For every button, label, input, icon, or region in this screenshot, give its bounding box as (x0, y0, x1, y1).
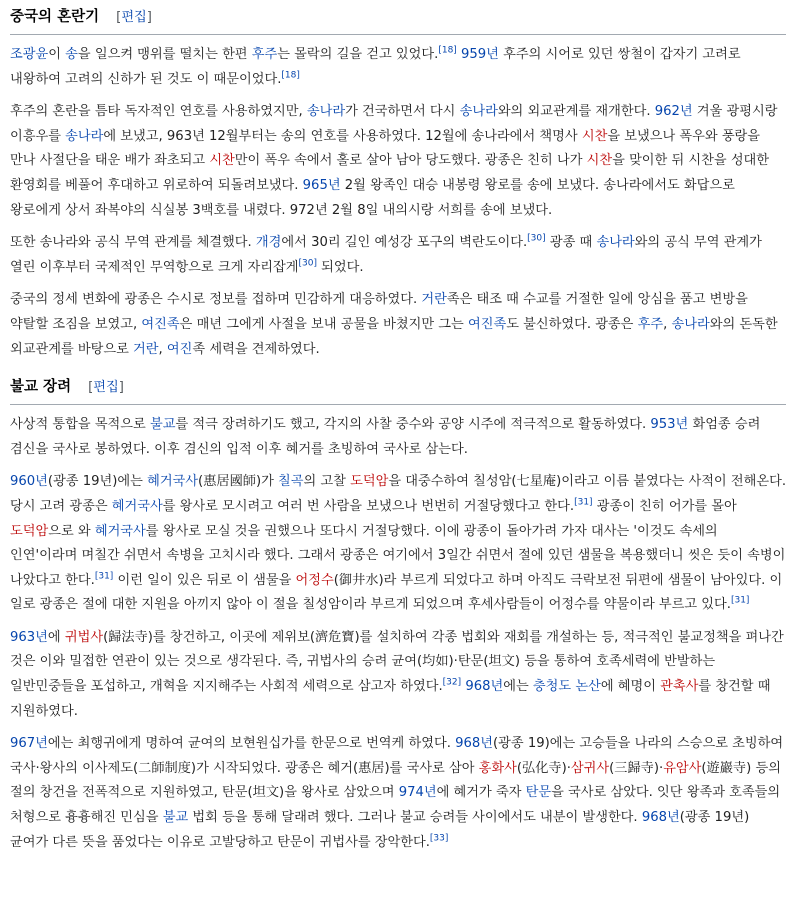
wiki-link[interactable]: 거란 (421, 292, 447, 308)
citation-ref[interactable]: [31] (574, 497, 593, 508)
paragraph (10, 288, 786, 362)
text-run: 도 불신하였다. 광종은 (506, 316, 638, 332)
text-run: 을 보냈으나 폭우와 풍랑을 만나 사절단을 태운 배가 좌초되고 (10, 128, 761, 169)
wiki-link[interactable]: 968년 (641, 810, 680, 826)
citation-ref[interactable]: [31] (94, 571, 114, 582)
citation-ref[interactable]: [30] (527, 233, 546, 244)
wiki-link[interactable]: 시찬 (586, 153, 613, 169)
wiki-link[interactable]: 959년 (461, 47, 499, 62)
citation-ref[interactable]: [18] (438, 45, 457, 56)
text-run: 를 왕사로 모시려고 여러 번 사람을 보냈으나 번번히 거절당했다고 한다. (162, 498, 575, 514)
edit-section-link[interactable]: 편집 (93, 380, 119, 396)
wiki-link[interactable]: 송나라 (671, 316, 710, 332)
text-run: 에 혜명이 (600, 679, 661, 695)
wiki-link[interactable]: 967년 (10, 736, 48, 752)
text-run: 는 몰락의 길을 걷고 있었다. (277, 47, 439, 62)
wiki-link[interactable]: 송나라 (306, 104, 346, 120)
text-run: 만이 폭우 속에서 홀로 살아 남아 당도했다. 광종은 친히 나가 (234, 153, 587, 169)
wiki-link[interactable]: 관촉사 (660, 679, 699, 695)
wiki-link[interactable]: 탄문 (525, 785, 552, 801)
text-run: 후주의 시어로 있던 쌍철이 갑자기 고려로 내왕하여 고려의 신하가 된 것도 이 때문이었다. (10, 47, 741, 87)
text-run: 2월 왕족인 대승 내봉령 왕로를 송에 보냈다. 송나라에서도 화답으로 왕로에게 상서 좌복야의 식실봉 3백호를 내렸다. 972년 2월 8일 내의시랑 서희를 송에 보냈다. (10, 177, 735, 218)
wiki-link[interactable]: 송 (65, 47, 78, 62)
text-run: 광종이 친히 어가를 몰아 (592, 498, 737, 514)
wiki-link[interactable]: 도덕암 (350, 474, 389, 490)
wiki-link[interactable]: 송나라 (596, 235, 635, 251)
wiki-link[interactable]: 혜거국사 (94, 523, 146, 539)
wiki-link[interactable]: 조광윤 (10, 47, 49, 62)
wiki-link[interactable]: 962년 (654, 104, 693, 120)
wiki-link[interactable]: 충청도 (532, 679, 572, 695)
section-heading-chinese-turmoil (10, 0, 786, 35)
wiki-link[interactable]: 974년 (398, 785, 437, 801)
text-run: 또한 송나라와 공식 무역 관계를 체결했다. (10, 235, 256, 251)
text-run: (惠居國師)가 (198, 474, 279, 490)
text-run: 을 국사로 삼았다. 잇단 왕족과 호족들의 처형으로 흉흉해진 민심을 (10, 785, 781, 826)
wiki-link[interactable]: 불교 (149, 417, 176, 433)
text-run: 을 맞이한 뒤 시찬을 성대한 환영회를 베풀어 후대하고 위로하여 되돌려보냈다. (10, 153, 770, 193)
text-run: (御井水)라 부르게 되었다고 하며 아직도 극락보전 뒤편에 샘물이 남아있다. 이 일로 광종은 절에 대한 지원을 아끼지 않아 이 절을 칠성암이라 부르게 되었으며 후세사람들이 어정수를 약물이라 부르고 있다. (10, 572, 783, 613)
wiki-link[interactable]: 홍화사 (478, 760, 517, 776)
wiki-link[interactable]: 귀법사 (64, 629, 104, 645)
text-run: 이 (48, 47, 66, 62)
wiki-link[interactable]: 송나라 (459, 104, 498, 120)
citation-ref[interactable]: [31] (730, 595, 750, 606)
text-run: (歸法寺)를 창건하고, 이곳에 제위보(濟危寶)를 설치하여 각종 법회와 재회를 개설하는 등, 적극적인 불교정책을 펴나간 것은 이와 밀접한 연관이 있는 것으로 생각된다. 즉, 귀법사의 승려 균여(均如)·탄문(坦文) 등을 통하여 호족세력에 반발하는 일반민중들을 포섭하고, 개혁을 지지해주는 사회적 세력으로 삼고자 하였다. (10, 629, 784, 695)
text-run: 족 세력을 견제하였다. (192, 341, 320, 357)
citation-ref[interactable]: [30] (298, 258, 317, 269)
wiki-link[interactable]: 개경 (255, 235, 282, 251)
text-run: 사상적 통합을 목적으로 (10, 417, 150, 433)
wiki-link[interactable]: 어정수 (295, 572, 334, 588)
edit-link-wrapper: [편집] (88, 380, 124, 396)
wiki-link[interactable]: 후주 (251, 47, 278, 62)
text-run: 은 매년 그에게 사절을 보내 공물을 바쳤지만 그는 (179, 316, 468, 332)
paragraph (10, 732, 786, 855)
paragraph (10, 413, 786, 462)
text-run: 후주의 혼란을 틈타 독자적인 연호를 사용하였지만, (10, 104, 307, 120)
text-run: 을 일으켜 맹위를 떨치는 한편 (77, 47, 252, 62)
wiki-link[interactable]: 거란 (133, 341, 159, 357)
text-run: 으로 와 (48, 523, 95, 539)
text-run: 에는 최행귀에게 명하여 균여의 보현원십가를 한문으로 번역케 하였다. (47, 736, 456, 752)
text-run: 를 창건할 때 지원하였다. (10, 679, 771, 719)
wiki-link[interactable]: 후주 (637, 316, 664, 332)
paragraph (10, 470, 786, 618)
text-run: 에 (47, 629, 65, 645)
wiki-link[interactable]: 칠곡 (278, 474, 304, 490)
text-run: 와의 돈독한 외교관계를 바탕으로 (10, 316, 778, 357)
text-run: (광종 19년)에는 (47, 474, 148, 490)
citation-ref[interactable]: [18] (281, 70, 300, 81)
paragraph (10, 626, 786, 724)
text-run: (광종 19년) 균여가 다른 뜻을 품었다는 이유로 고발당하고 탄문이 귀법사를 장악한다. (10, 810, 750, 850)
wiki-link[interactable]: 송나라 (65, 128, 104, 144)
wiki-link[interactable]: 여진 (166, 341, 193, 357)
wiki-link[interactable]: 965년 (302, 177, 341, 193)
text-run: 이런 일이 있은 뒤로 이 샘물을 (113, 572, 296, 588)
text-run: , (158, 341, 167, 357)
text-run: 화엄종 승려 겸신을 국사로 봉하였다. 이후 겸신의 입적 이후 혜거를 초빙하여 국사로 삼는다. (10, 417, 761, 457)
text-run: 에는 (503, 679, 533, 695)
wiki-link[interactable]: 혜거국사 (147, 474, 199, 490)
text-run: 족은 태조 때 수교를 거절한 일에 앙심을 품고 변방을 약탈할 조짐을 보였고, (10, 292, 748, 332)
section-heading-buddhism (10, 370, 786, 405)
text-run: 을 대중수하여 칠성암(七星庵)이라고 이름 붙였다는 사적이 전해온다. 당시 고려 광종은 (10, 474, 787, 514)
wiki-link[interactable]: 953년 (650, 417, 689, 433)
text-run: 중국의 정세 변화에 광종은 수시로 정보를 접하며 민감하게 대응하였다. (10, 292, 422, 308)
text-run: 가 건국하면서 다시 (345, 104, 460, 120)
text-run: 를 적극 장려하기도 했고, 각지의 사찰 중수와 공양 시주에 적극적으로 활동하였다. (175, 417, 651, 433)
text-run: 겨울 광평시랑 이흥우를 (10, 104, 778, 144)
wiki-link[interactable]: 968년 (455, 736, 494, 752)
wiki-link[interactable]: 불교 (162, 810, 189, 826)
text-run: 광종 때 (545, 235, 597, 251)
text-run: 법회 등을 통해 달래려 했다. 그러나 불교 승려들 사이에서도 내분이 발생한다. (188, 810, 642, 826)
wiki-link[interactable]: 도덕암 (10, 523, 49, 539)
wiki-link[interactable]: 논산 (575, 679, 601, 695)
wiki-link[interactable]: 시찬 (581, 128, 608, 144)
wiki-link[interactable]: 960년 (10, 474, 48, 490)
paragraph (10, 100, 786, 223)
text-run: 되었다. (316, 259, 364, 275)
text-run: 와의 공식 무역 관계가 열린 이후부터 국제적인 무역항으로 크게 자리잡게 (10, 235, 762, 275)
text-run: (弘化寺)· (516, 760, 571, 776)
wiki-link[interactable]: 시찬 (209, 153, 235, 169)
text-run: 에 혜거가 죽자 (436, 785, 526, 801)
wiki-link[interactable]: 963년 (10, 629, 48, 645)
text-run: (광종 19)에는 고승들을 나라의 스승으로 초빙하여 국사·왕사의 이사제도(二師制度)가 시작되었다. 광종은 혜거(惠居)를 국사로 삼아 (10, 736, 784, 776)
paragraph (10, 231, 786, 280)
wiki-link[interactable]: 여진족 (141, 316, 180, 332)
citation-ref[interactable]: [33] (429, 833, 449, 844)
wiki-link[interactable]: 여진족 (467, 316, 507, 332)
text-run: 에서 30리 길인 예성강 포구의 벽란도이다. (281, 235, 528, 251)
text-run: (遊巖寺) 등의 절의 창건을 전폭적으로 지원하였고, 탄문(坦文)을 왕사로 삼았으며 (10, 760, 781, 801)
section-title: 불교 장려 (10, 379, 72, 396)
wiki-link[interactable]: 삼귀사 (570, 760, 610, 776)
edit-section-link[interactable]: 편집 (121, 10, 147, 25)
wiki-link[interactable]: 968년 (465, 679, 504, 695)
citation-ref[interactable]: [32] (442, 677, 462, 688)
text-run: 와의 외교관계를 재개한다. (497, 104, 655, 120)
edit-link-wrapper: [편집] (116, 10, 152, 25)
text-run: , (663, 316, 672, 332)
wiki-link[interactable]: 혜거국사 (111, 498, 163, 514)
text-run: 를 왕사로 모실 것을 권했으나 또다시 거절당했다. 이에 광종이 돌아가려 가자 대사는 '이것도 속세의 인연'이라며 며칠간 쉬면서 속병을 고치시라 했다. 그래서 광종은 여기에서 3일간 쉬면서 절에 있던 샘물을 복용했더니 씻은 듯이 속병이 나았다고 한다. (10, 523, 786, 588)
section-title: 중국의 혼란기 (10, 9, 100, 25)
paragraph (10, 43, 786, 92)
text-run: 의 고찰 (303, 474, 351, 490)
wiki-link[interactable]: 유암사 (663, 760, 702, 776)
text-run: (三歸寺)· (609, 760, 664, 776)
text-run: 에 보냈고, 963년 12월부터는 송의 연호를 사용하였다. 12월에 송나라에서 책명사 (103, 128, 582, 144)
